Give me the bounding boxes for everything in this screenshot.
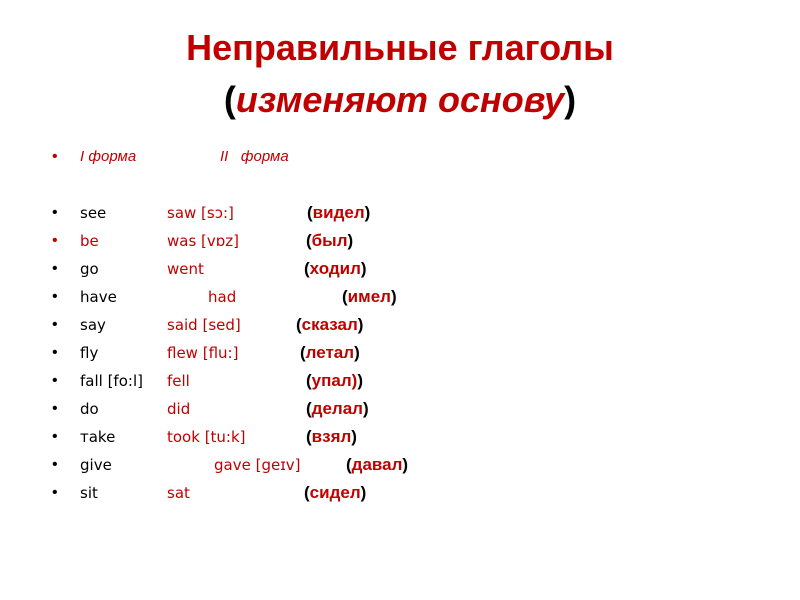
close-paren: )	[364, 203, 371, 222]
translation-text: давал	[351, 455, 403, 474]
close-paren: )	[351, 427, 357, 446]
verb-past-form: did	[167, 400, 191, 418]
verb-row	[52, 314, 752, 336]
bullet-icon: •	[52, 260, 58, 277]
bullet-icon: •	[52, 232, 58, 249]
title-line-2	[0, 74, 800, 126]
translation-text: сказал	[301, 315, 358, 334]
title-close-paren: )	[564, 79, 577, 120]
close-paren: )	[357, 371, 363, 390]
close-paren: )	[362, 399, 369, 418]
close-paren: )	[402, 455, 409, 474]
verb-base-form: be	[80, 232, 99, 250]
verb-translation	[342, 286, 397, 308]
close-paren: )	[357, 315, 364, 334]
verb-row	[52, 286, 752, 308]
translation-text: ходил	[309, 259, 361, 278]
bullet-icon: •	[52, 372, 58, 389]
translation-text: взял	[311, 427, 352, 446]
bullet-icon: •	[52, 456, 58, 473]
open-paren: (	[306, 427, 312, 446]
verb-translation	[296, 314, 363, 336]
close-paren: )	[390, 287, 397, 306]
verb-base-form: see	[80, 204, 107, 222]
bullet-icon: •	[52, 204, 58, 221]
bullet-icon: •	[52, 428, 58, 445]
verb-past-form: gave [geɪv]	[214, 456, 301, 474]
verb-past-form: saw [sɔ:]	[167, 204, 234, 222]
close-paren: )	[354, 343, 360, 362]
verb-row	[52, 454, 752, 476]
verb-translation	[307, 202, 370, 224]
verb-row	[52, 230, 752, 252]
verb-translation	[304, 482, 366, 504]
slide-title	[0, 22, 800, 126]
verb-row	[52, 426, 752, 448]
verb-row	[52, 370, 752, 392]
verb-past-form: had	[208, 288, 237, 306]
bullet-icon: •	[52, 288, 58, 305]
close-paren: )	[360, 259, 367, 278]
title-open-paren: (	[223, 79, 236, 120]
verb-translation	[306, 426, 357, 448]
verb-base-form: fly	[80, 344, 99, 362]
verb-past-form: sat	[167, 484, 190, 502]
translation-text: был	[311, 231, 348, 250]
verb-translation	[306, 230, 353, 252]
verb-row	[52, 202, 752, 224]
verb-past-form: was [vɒz]	[167, 232, 240, 250]
bullet-icon: •	[52, 400, 58, 417]
open-paren: (	[300, 343, 306, 362]
translation-text: делал	[311, 399, 363, 418]
verb-row	[52, 258, 752, 280]
verb-row	[52, 482, 752, 504]
bullet-icon: •	[52, 484, 58, 501]
verb-translation	[306, 398, 369, 420]
verb-row	[52, 398, 752, 420]
open-paren: (	[306, 231, 312, 250]
verb-past-form: went	[167, 260, 204, 278]
verb-base-form: go	[80, 260, 99, 278]
verb-translation	[346, 454, 408, 476]
verb-past-form: said [sed]	[167, 316, 241, 334]
open-paren: (	[296, 315, 302, 334]
verb-translation	[306, 370, 363, 392]
title-line-1: Неправильные глаголы	[186, 27, 614, 68]
verb-base-form: give	[80, 456, 112, 474]
form-header-row	[52, 146, 752, 168]
bullet-icon: •	[52, 148, 58, 165]
verb-translation	[300, 342, 360, 364]
verb-row	[52, 342, 752, 364]
verb-base-form: have	[80, 288, 117, 306]
verb-base-form: fall [fo:l]	[80, 372, 143, 390]
translation-text: упал)	[311, 371, 358, 390]
verb-base-form: тake	[80, 428, 116, 446]
verb-past-form: took [tu:k]	[167, 428, 246, 446]
open-paren: (	[307, 203, 313, 222]
close-paren: )	[360, 483, 367, 502]
verb-translation	[304, 258, 367, 280]
translation-text: видел	[312, 203, 365, 222]
open-paren: (	[306, 399, 312, 418]
verb-past-form: flew [flu:]	[167, 344, 239, 362]
verb-base-form: do	[80, 400, 99, 418]
open-paren: (	[342, 287, 348, 306]
form-1-header: I форма	[80, 148, 137, 165]
close-paren: )	[347, 231, 354, 250]
form-2-header: II форма	[220, 148, 289, 165]
bullet-icon: •	[52, 344, 58, 361]
verb-base-form: sit	[80, 484, 98, 502]
open-paren: (	[306, 371, 312, 390]
translation-text: сидел	[309, 483, 361, 502]
bullet-icon: •	[52, 316, 58, 333]
title-line-2-text: изменяют основу	[235, 79, 565, 120]
open-paren: (	[304, 259, 310, 278]
open-paren: (	[346, 455, 352, 474]
translation-text: имел	[347, 287, 391, 306]
verb-past-form: fell	[167, 372, 190, 390]
translation-text: летал	[305, 343, 355, 362]
open-paren: (	[304, 483, 310, 502]
verb-base-form: say	[80, 316, 106, 334]
